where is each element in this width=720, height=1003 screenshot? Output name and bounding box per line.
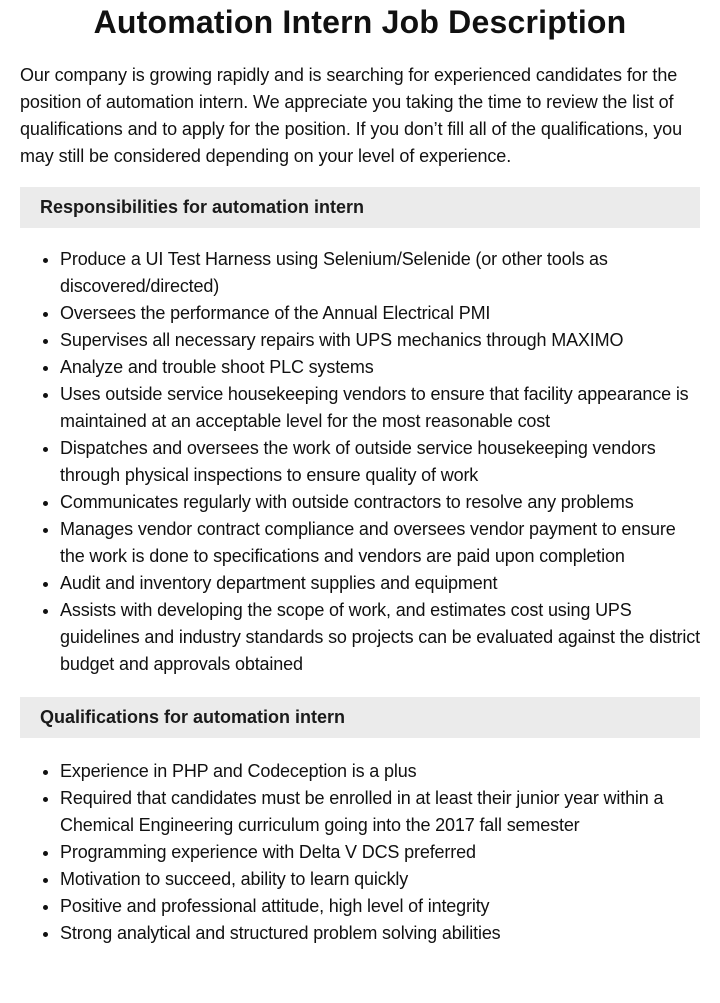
list-item: • Assists with developing the scope of work, and estimates cost using UPS guidelines and industry standards so projects can be evaluated against the district budget and approvals obtained (60, 597, 700, 678)
list-item: • Experience in PHP and Codeception is a plus (60, 758, 700, 785)
list-item: • Motivation to succeed, ability to learn quickly (60, 866, 700, 893)
qualifications-list (20, 758, 700, 947)
list-item: • Dispatches and oversees the work of outside service housekeeping vendors through physical inspections to ensure quality of work (60, 435, 700, 489)
list-item: • Uses outside service housekeeping vendors to ensure that facility appearance is maintained at an acceptable level for the most reasonable cost (60, 381, 700, 435)
list-item: • Strong analytical and structured problem solving abilities (60, 920, 700, 947)
list-item: • Supervises all necessary repairs with UPS mechanics through MAXIMO (60, 327, 700, 354)
responsibilities-list (20, 246, 700, 678)
list-item: • Programming experience with Delta V DCS preferred (60, 839, 700, 866)
list-item: • Oversees the performance of the Annual Electrical PMI (60, 300, 700, 327)
list-item: • Positive and professional attitude, high level of integrity (60, 893, 700, 920)
list-item: • Analyze and trouble shoot PLC systems (60, 354, 700, 381)
list-item: • Manages vendor contract compliance and oversees vendor payment to ensure the work is done to specifications and vendors are paid upon completion (60, 516, 700, 570)
list-item: • Communicates regularly with outside contractors to resolve any problems (60, 489, 700, 516)
page-title: Automation Intern Job Description (93, 4, 627, 40)
qualifications-heading: Qualifications for automation intern (20, 697, 700, 738)
list-item: • Produce a UI Test Harness using Selenium/Selenide (or other tools as discovered/directed) (60, 246, 700, 300)
responsibilities-heading: Responsibilities for automation intern (20, 187, 700, 228)
list-item: • Audit and inventory department supplies and equipment (60, 570, 700, 597)
list-item: • Required that candidates must be enrolled in at least their junior year within a Chemical Engineering curriculum going into the 2017 fall semester (60, 785, 700, 839)
intro-paragraph: Our company is growing rapidly and is searching for experienced candidates for the position of automation intern. We appreciate you taking the time to review the list of qualifications and to apply for the position. If you don’t fill all of the qualifications, you may still be considered depending on your level of experience. (20, 65, 683, 166)
